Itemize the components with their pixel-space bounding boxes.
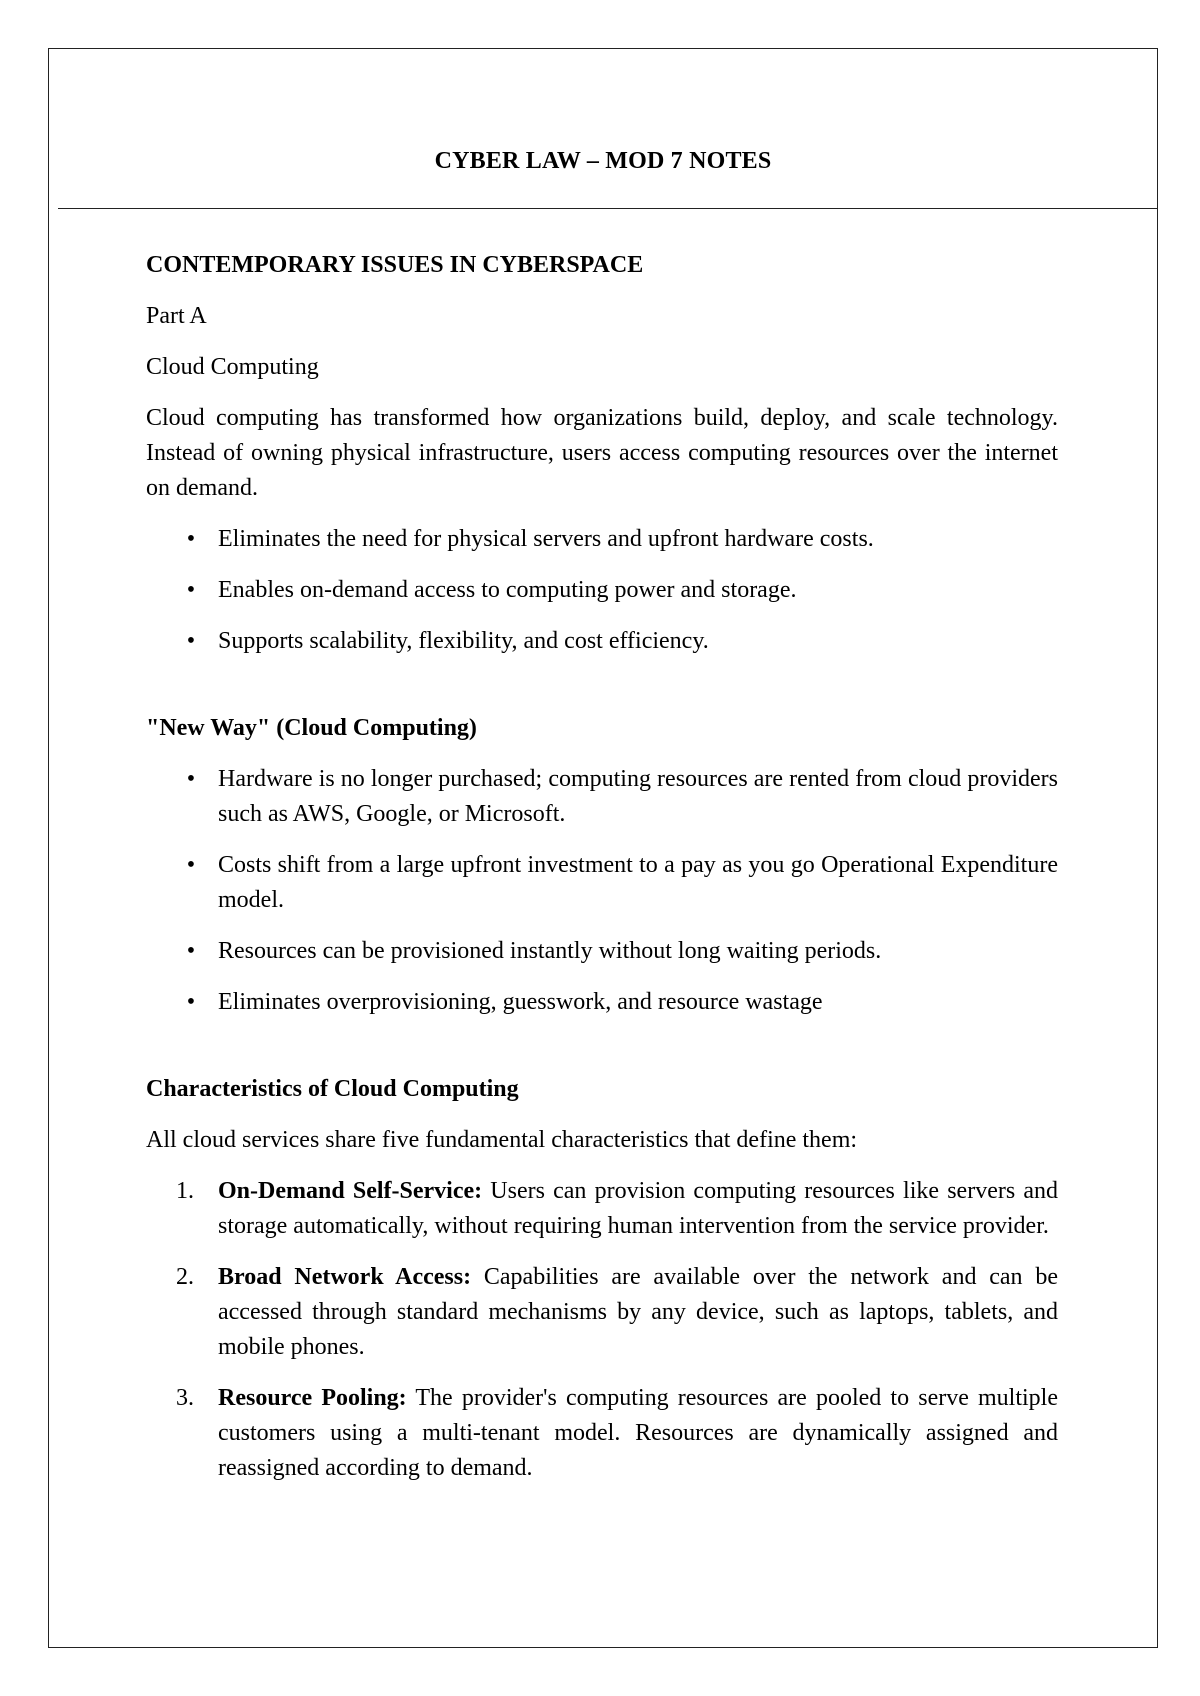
characteristic-term: Resource Pooling: xyxy=(218,1385,407,1411)
bullet-icon: • xyxy=(186,766,196,792)
list-item xyxy=(146,1381,1058,1486)
intro-bullet-list xyxy=(146,522,1058,659)
list-item xyxy=(146,1174,1058,1244)
spacer xyxy=(146,1036,1058,1072)
part-label: Part A xyxy=(146,303,207,329)
section-heading: CONTEMPORARY ISSUES IN CYBERSPACE xyxy=(146,252,644,278)
bullet-icon: • xyxy=(186,989,196,1015)
characteristic-description: The provider's computing resources are pooled to serve multiple customers using a multi-tenant model. Resources are dynamically assigned and reassigned according to demand. xyxy=(218,1385,1059,1481)
new-way-bullet-list xyxy=(146,762,1058,1020)
bullet-icon: • xyxy=(186,852,196,878)
list-item-text: Resources can be provisioned instantly without long waiting periods. xyxy=(218,938,882,964)
list-item-text: Enables on-demand access to computing power and storage. xyxy=(218,577,797,603)
characteristic-description: Capabilities are available over the network and can be accessed through standard mechanisms by any device, such as laptops, tablets, and mobile phones. xyxy=(218,1264,1058,1360)
list-item xyxy=(146,624,1058,659)
list-item-text: Costs shift from a large upfront investment to a pay as you go Operational Expenditure model. xyxy=(218,852,1058,913)
list-item-text: Hardware is no longer purchased; computing resources are rented from cloud providers such as AWS, Google, or Microsoft. xyxy=(218,766,1058,827)
header-divider xyxy=(58,208,1158,209)
topic-label: Cloud Computing xyxy=(146,354,319,380)
characteristics-heading: Characteristics of Cloud Computing xyxy=(146,1076,519,1102)
characteristic-term: Broad Network Access: xyxy=(218,1264,472,1290)
characteristics-list xyxy=(146,1174,1058,1486)
characteristic-term: On-Demand Self-Service: xyxy=(218,1178,483,1204)
bullet-icon: • xyxy=(186,577,196,603)
document-body xyxy=(146,248,1058,1502)
list-number: 2. xyxy=(176,1264,194,1290)
list-item-text: Eliminates the need for physical servers and upfront hardware costs. xyxy=(218,526,874,552)
characteristic-description: Users can provision computing resources like servers and storage automatically, without requiring human intervention from the service provider. xyxy=(218,1178,1059,1239)
bullet-icon: • xyxy=(186,526,196,552)
characteristics-intro: All cloud services share five fundamental characteristics that define them: xyxy=(146,1127,858,1153)
new-way-heading: "New Way" (Cloud Computing) xyxy=(146,715,477,741)
bullet-icon: • xyxy=(186,938,196,964)
list-item xyxy=(146,985,1058,1020)
list-item xyxy=(146,1260,1058,1365)
list-number: 3. xyxy=(176,1385,194,1411)
list-item xyxy=(146,934,1058,969)
bullet-icon: • xyxy=(186,628,196,654)
list-item xyxy=(146,522,1058,557)
list-item xyxy=(146,848,1058,918)
list-number: 1. xyxy=(176,1178,194,1204)
list-item xyxy=(146,573,1058,608)
list-item-text: Eliminates overprovisioning, guesswork, and resource wastage xyxy=(218,989,823,1015)
spacer xyxy=(146,675,1058,711)
intro-paragraph: Cloud computing has transformed how organizations build, deploy, and scale technology. Instead of owning physical infrastructure, users access computing resources over the internet on demand. xyxy=(146,405,1058,501)
list-item xyxy=(146,762,1058,832)
document-title: CYBER LAW – MOD 7 NOTES xyxy=(434,148,772,174)
list-item-text: Supports scalability, flexibility, and cost efficiency. xyxy=(218,628,709,654)
